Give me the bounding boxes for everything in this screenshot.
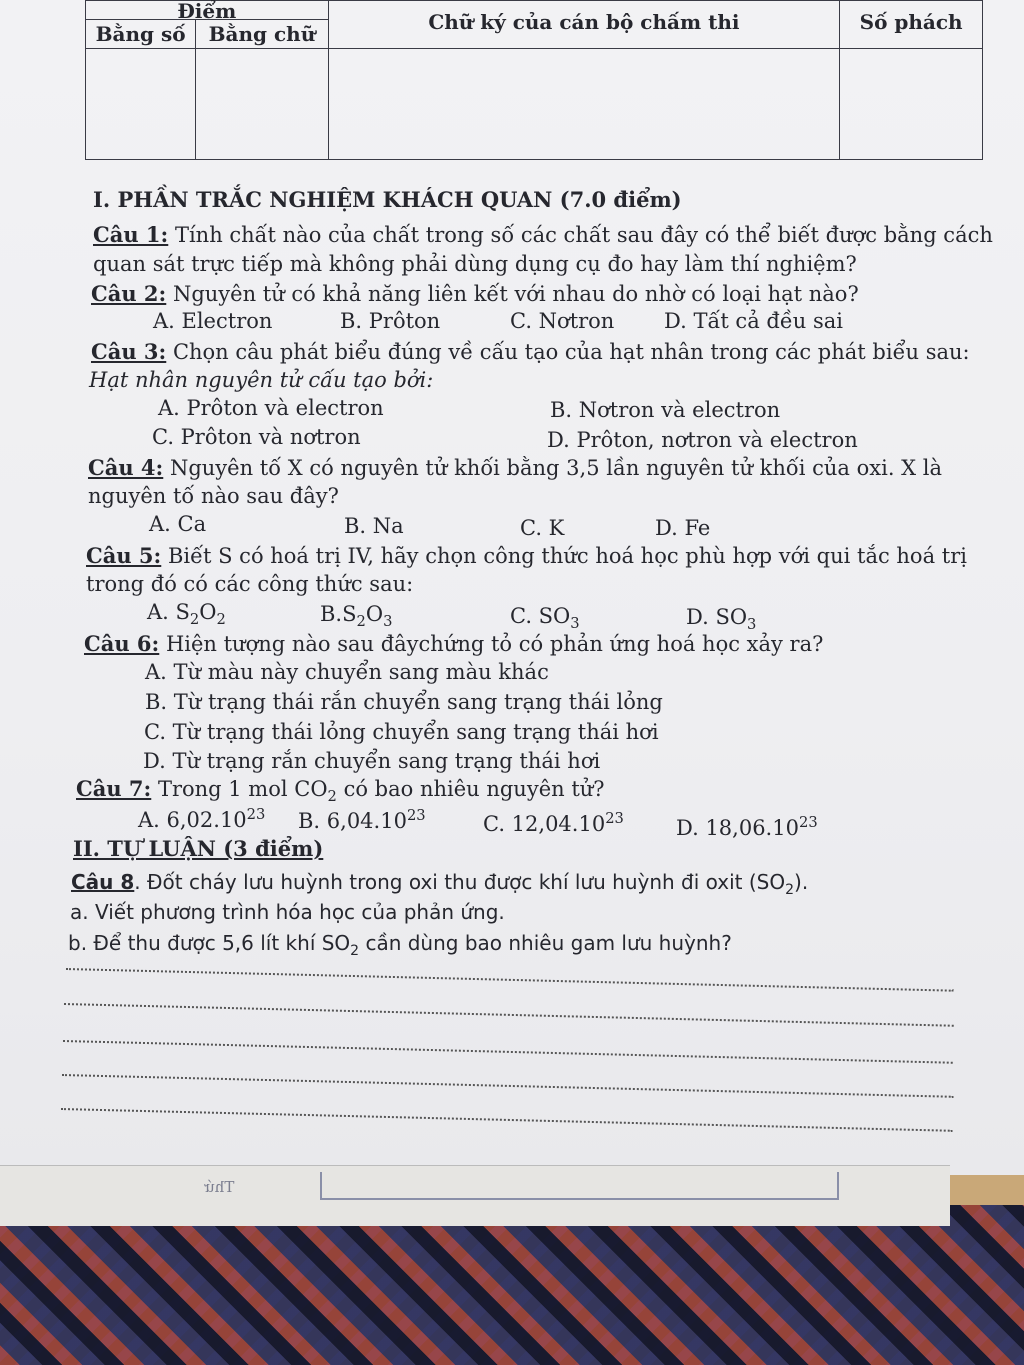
answer-line-1[interactable]	[66, 968, 954, 992]
q6-option-d: D. Từ trạng rắn chuyển sang trạng thái hơi	[143, 749, 601, 773]
q8-line: Câu 8. Đốt cháy lưu huỳnh trong oxi thu được khí lưu huỳnh đi oxit $(SO_2)$.	[71, 870, 809, 898]
q6-label: Câu 6:	[84, 631, 160, 656]
q7-line: Câu 7: Trong 1 mol $CO_2$ có bao nhiêu nguyên tử?	[76, 776, 605, 806]
q5-option-a: A. $S_2O_2$	[147, 600, 226, 629]
q4-line1	[88, 455, 942, 480]
q3-option-b: B. Nơtron và electron	[550, 398, 781, 422]
q8-part-b: b. Để thu được 5,6 lít khí $SO_2$ cần dùng bao nhiêu gam lưu huỳnh?	[68, 931, 732, 959]
q8-part-a: a. Viết phương trình hóa học của phản ứng.	[70, 900, 505, 924]
q5-option-b: $B.S_2O_3$	[320, 602, 393, 631]
section2-title: II. TỰ LUẬN (3 điểm)	[73, 836, 324, 861]
score-words-header: Bằng chữ	[196, 20, 328, 49]
q3-label: Câu 3:	[91, 339, 167, 364]
q7-label: Câu 7:	[76, 776, 152, 801]
q2-option-c: C. Nơtron	[510, 309, 615, 333]
q6-option-a: A. Từ màu này chuyển sang màu khác	[145, 660, 549, 684]
q8-label: Câu 8	[71, 870, 135, 894]
q5-label: Câu 5:	[86, 543, 162, 568]
q4-label: Câu 4:	[88, 455, 164, 480]
q5-text1: Biết S có hoá trị IV, hãy chọn công thức hoá học phù hợp với qui tắc hoá trị	[161, 544, 967, 568]
q7-option-c: C. 12,04.10$^{23}$	[483, 810, 624, 836]
q6-option-c: C. Từ trạng thái lỏng chuyển sang trạng thái hơi	[144, 720, 659, 744]
q7-option-a: A. 6,02.10$^{23}$	[138, 806, 266, 832]
q1-line1	[93, 222, 993, 247]
answer-line-2[interactable]	[64, 1003, 954, 1027]
header-table	[85, 0, 983, 160]
q6-line	[84, 631, 823, 656]
q2-option-d: D. Tất cả đều sai	[664, 309, 843, 333]
q5-option-d: D. $SO_3$	[686, 605, 757, 634]
q5-line1	[86, 543, 967, 568]
q2-label: Câu 2:	[91, 281, 167, 306]
q2-option-b: B. Prôton	[340, 309, 441, 333]
score-number-header: Bằng số	[86, 20, 196, 49]
q1-text2: quan sát trực tiếp mà không phải dùng dụng cụ đo hay làm thí nghiệm?	[93, 252, 857, 276]
score-words-cell[interactable]	[196, 49, 328, 160]
mirror-text: Thứ	[205, 1178, 235, 1196]
q4-option-b: B. Na	[344, 514, 404, 538]
q6-text: Hiện tượng nào sau đâychứng tỏ có phản ứng hoá học xảy ra?	[159, 632, 824, 656]
code-cell[interactable]	[840, 49, 983, 160]
signature-cell[interactable]	[328, 49, 840, 160]
q4-text2: nguyên tố nào sau đây?	[88, 484, 339, 508]
q4-text1: Nguyên tố X có nguyên tử khối bằng 3,5 lần nguyên tử khối của oxi. X là	[163, 456, 943, 480]
q4-option-d: D. Fe	[655, 516, 711, 540]
q2-line	[91, 281, 859, 306]
q4-option-a: A. Ca	[149, 512, 207, 536]
q3-option-a: A. Prôton và electron	[158, 396, 384, 420]
answer-line-4[interactable]	[62, 1074, 954, 1098]
answer-line-5[interactable]	[61, 1108, 953, 1132]
code-header: Số phách	[840, 1, 983, 49]
q3-option-d: D. Prôton, nơtron và electron	[547, 428, 858, 452]
q1-label: Câu 1:	[93, 222, 169, 247]
q6-option-b: B. Từ trạng thái rắn chuyển sang trạng thái lỏng	[145, 690, 663, 714]
q7-option-d: D. 18,06.10$^{23}$	[676, 814, 818, 840]
signature-header: Chữ ký của cán bộ chấm thi	[328, 1, 840, 49]
q3-text: Chọn câu phát biểu đúng về cấu tạo của hạt nhân trong các phát biểu sau:	[166, 340, 970, 364]
q3-line	[91, 339, 970, 364]
q2-text: Nguyên tử có khả năng liên kết với nhau do nhờ có loại hạt nào?	[166, 282, 859, 306]
lower-sheet-box	[320, 1172, 839, 1200]
q5-text2: trong đó có các công thức sau:	[86, 572, 414, 596]
q3-option-c: C. Prôton và nơtron	[152, 425, 361, 449]
section1-title: I. PHẦN TRẮC NGHIỆM KHÁCH QUAN (7.0 điểm)	[93, 187, 682, 212]
q3-stem: Hạt nhân nguyên tử cấu tạo bởi:	[89, 368, 434, 392]
answer-line-3[interactable]	[63, 1040, 953, 1064]
fabric-background	[0, 1205, 1024, 1365]
q1-text1: Tính chất nào của chất trong số các chất sau đây có thể biết được bằng cách	[168, 223, 993, 247]
score-header: Điểm	[86, 1, 329, 20]
q4-option-c: C. K	[520, 516, 565, 540]
q5-option-c: C. $SO_3$	[510, 604, 580, 633]
lower-sheet	[0, 1165, 950, 1226]
score-number-cell[interactable]	[86, 49, 196, 160]
q7-option-b: B. 6,04.10$^{23}$	[298, 807, 426, 833]
q2-option-a: A. Electron	[153, 309, 273, 333]
